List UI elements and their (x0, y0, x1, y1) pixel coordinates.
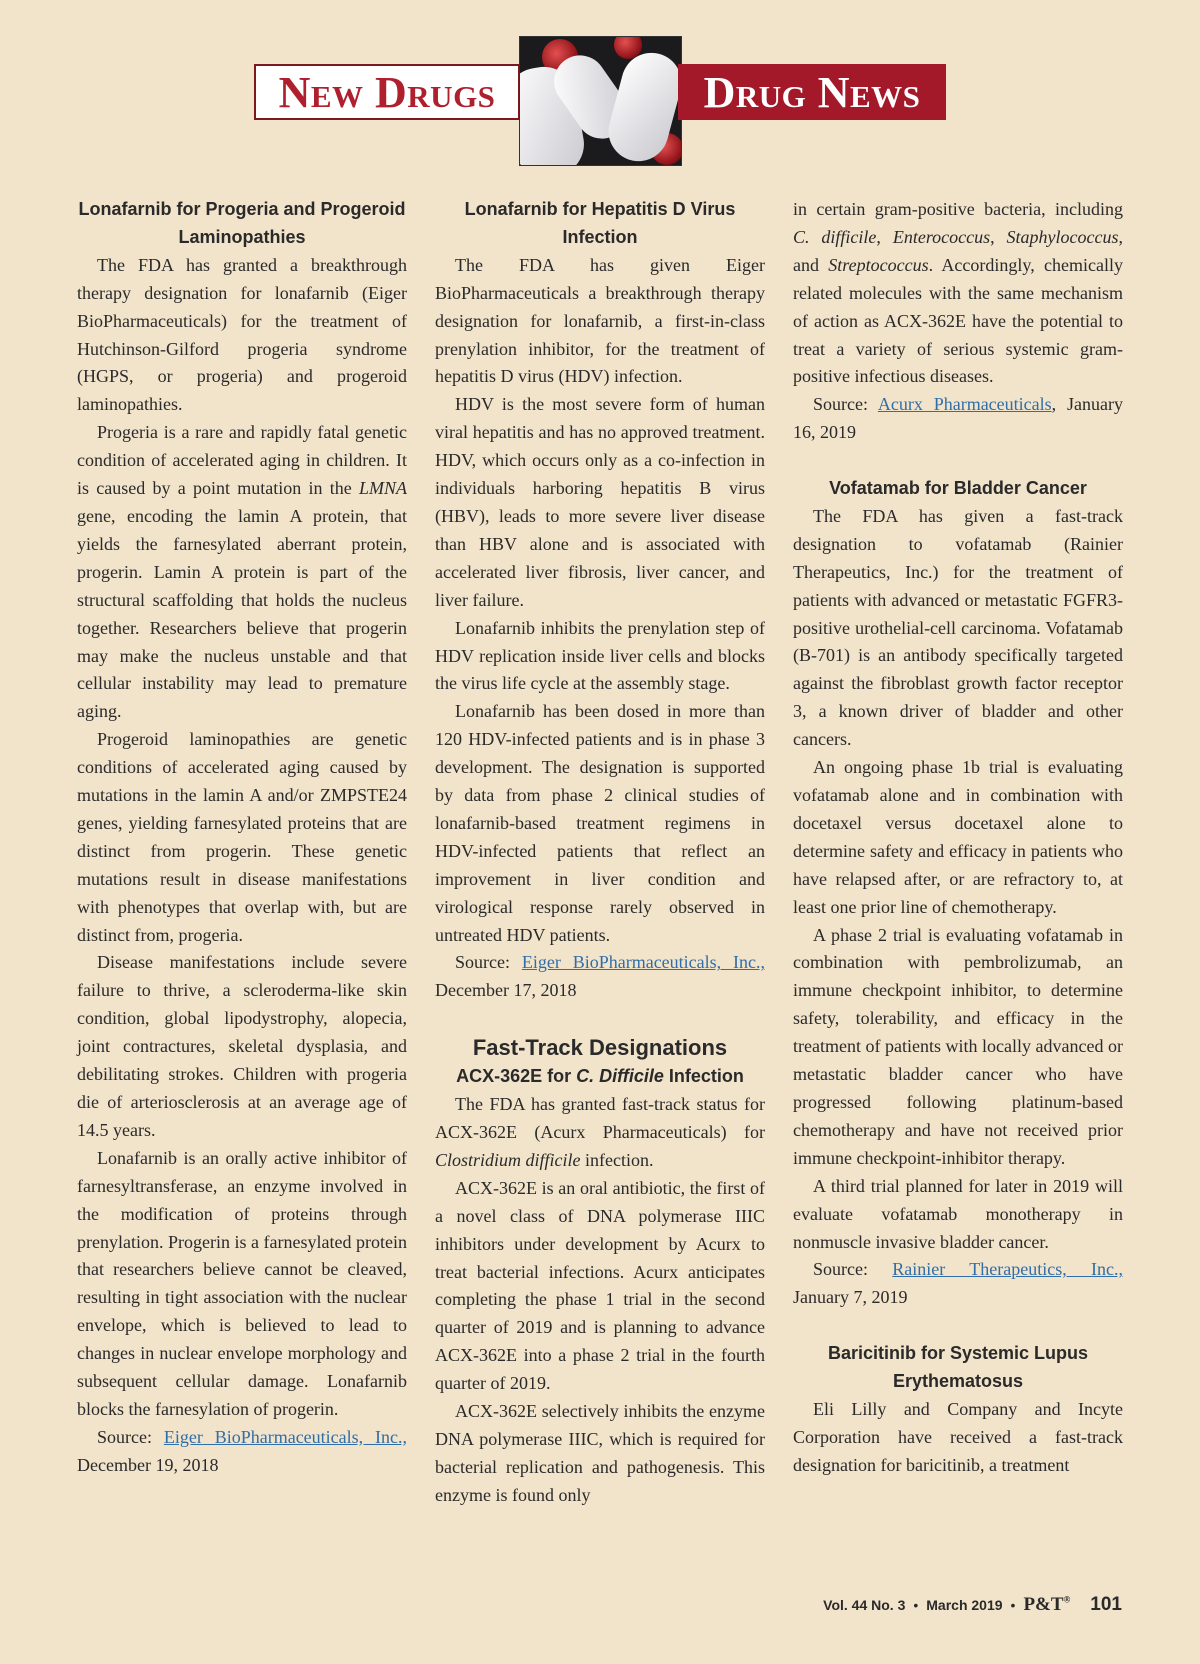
paragraph: Eli Lilly and Company and Incyte Corporation have received a fast-track designation for baricitinib, a treatment (793, 1398, 1123, 1475)
paragraph: The FDA has granted a breakthrough therapy designation for lonafarnib (Eiger BioPharmaceuticals) for the treatment of Hutchinson-Gilford progeria syndrome (HGPS, or progeria) and progeroid laminopathies. (77, 254, 407, 415)
pills-image (519, 36, 682, 166)
paragraph: Disease manifestations include severe failure to thrive, a scleroderma-like skin condition, global lipodystrophy, alopecia, joint contractures, skeletal dysplasia, and debilitating strokes. Children with progeria die of arteriosclerosis at an average age of 14.5 years. (77, 952, 407, 1140)
paragraph: ACX-362E is an oral antibiotic, the first of a novel class of DNA polymerase IIIC inhibitors under development by Acurx to treat bacterial infections. Acurx anticipates completing the phase 1 trial in the second quarter of 2019 and is planning to advance ACX-362E into a phase 2 trial in the fourth quarter of 2019. (435, 1177, 765, 1394)
source-line: Source: Acurx Pharmaceuticals, January 16, 2019 (793, 394, 1123, 443)
article-heading: Lonafarnib for Progeria and Progeroid Laminopathies (78, 199, 406, 247)
source-line: Source: Eiger BioPharmaceuticals, Inc., December 19, 2018 (77, 1426, 408, 1475)
source-link[interactable]: Eiger BioPharmaceuticals, Inc., (163, 1426, 408, 1447)
journal-name: P&T® (1023, 1594, 1071, 1615)
source-link[interactable]: Rainier Therapeutics, Inc., (892, 1259, 1124, 1280)
issue-date: March 2019 (926, 1597, 1003, 1613)
paragraph: ACX-362E selectively inhibits the enzyme DNA polymerase IIIC, which is required for bacterial replication and pathogenesis. This enzyme is found only (435, 1401, 765, 1505)
volume-info: Vol. 44 No. 3 (823, 1597, 906, 1613)
column-2 (435, 196, 765, 1510)
page-footer (823, 1594, 1122, 1616)
column-1 (77, 196, 407, 1480)
column-3 (793, 196, 1123, 1480)
article-heading: Lonafarnib for Hepatitis D Virus Infection (464, 199, 736, 247)
paragraph: in certain gram-positive bacteria, including C. difficile, Enterococcus, Staphylococcus, and Streptococcus. Accordingly, chemically related molecules with the same mechanism of action as ACX-362E have the potential to treat a variety of serious systemic gram-positive infectious diseases. (793, 199, 1124, 387)
paragraph: A phase 2 trial is evaluating vofatamab in combination with pembrolizumab, an immune checkpoint inhibitor, to determine safety, tolerability, and efficacy in the treatment of patients with locally advanced or metastatic bladder cancer who have progressed following platinum-based chemotherapy and have not received prior immune checkpoint-inhibitor therapy. (793, 924, 1123, 1168)
article-heading: Vofatamab for Bladder Cancer (829, 478, 1087, 499)
article-heading: ACX-362E for C. Difficile Infection (456, 1066, 744, 1087)
paragraph: The FDA has given Eiger BioPharmaceuticals a breakthrough therapy designation for lonafarnib, a first-in-class prenylation inhibitor, for the treatment of hepatitis D virus (HDV) infection. (435, 254, 765, 387)
paragraph: Lonafarnib inhibits the prenylation step of HDV replication inside liver cells and blocks the virus life cycle at the assembly stage. (435, 617, 765, 694)
header-new-drugs: New Drugs (254, 64, 520, 120)
paragraph: HDV is the most severe form of human viral hepatitis and has no approved treatment. HDV, which occurs only as a co-infection in individuals harboring hepatitis B virus (HBV), leads to more severe liver disease than HBV alone and is associated with accelerated liver fibrosis, liver cancer, and liver failure. (435, 394, 765, 610)
article-heading: Baricitinib for Systemic Lupus Erythematosus (827, 1343, 1089, 1392)
paragraph: Lonafarnib has been dosed in more than 120 HDV-infected patients and is in phase 3 development. The designation is supported by data from phase 2 clinical studies of lonafarnib-based treatment regimens in HDV-infected patients that reflect an improvement in liver condition and virological response rarely observed in untreated HDV patients. (435, 701, 765, 945)
section-title: Fast-Track Designations (472, 1035, 728, 1061)
paragraph: A third trial planned for later in 2019 will evaluate vofatamab monotherapy in nonmuscle invasive bladder cancer. (793, 1175, 1123, 1252)
paragraph: The FDA has granted fast-track status for ACX-362E (Acurx Pharmaceuticals) for Clostridium difficile infection. (435, 1094, 765, 1170)
page-number: 101 (1090, 1594, 1122, 1615)
source-link[interactable]: Eiger BioPharmaceuticals, Inc., (521, 952, 766, 973)
pills-illustration (520, 37, 681, 165)
paragraph: Lonafarnib is an orally active inhibitor of farnesyltransferase, an enzyme involved in the modification of proteins through prenylation. Progerin is a farnesylated protein that researchers believe cannot be cleaved, resulting in tight association with the nuclear envelope, which is believed to lead to changes in nuclear envelope morphology and subsequent cellular damage. Lonafarnib blocks the farnesylation of progerin. (77, 1147, 407, 1419)
paragraph: An ongoing phase 1b trial is evaluating vofatamab alone and in combination with docetaxel versus docetaxel alone to determine safety and efficacy in patients who have relapsed after, or are refractory to, at least one prior line of chemotherapy. (793, 757, 1123, 917)
paragraph: The FDA has given a fast-track designation to vofatamab (Rainier Therapeutics, Inc.) for the treatment of patients with advanced or metastatic FGFR3-positive urothelial-cell carcinoma. Vofatamab (B-701) is an antibody specifically targeted against the fibroblast growth factor receptor 3, a known driver of bladder and other cancers. (793, 505, 1123, 750)
paragraph: Progeroid laminopathies are genetic conditions of accelerated aging caused by mutations in the lamin A and/or ZMPSTE24 genes, yielding farnesylated proteins that are distinct from progerin. These genetic mutations result in disease manifestations with phenotypes that overlap with, but are distinct from, progeria. (77, 729, 407, 945)
source-line: Source: Eiger BioPharmaceuticals, Inc., December 17, 2018 (435, 952, 766, 1001)
separator: • (1010, 1597, 1016, 1613)
header-drug-news: Drug News (678, 64, 946, 120)
source-line: Source: Rainier Therapeutics, Inc., January 7, 2019 (793, 1259, 1124, 1308)
separator: • (913, 1597, 919, 1613)
source-link[interactable]: Acurx Pharmaceuticals (877, 394, 1052, 415)
paragraph: Progeria is a rare and rapidly fatal genetic condition of accelerated aging in children. It is caused by a point mutation in the LMNA gene, encoding the lamin A protein, that yields the farnesylated aberrant protein, progerin. Lamin A protein is part of the structural scaffolding that holds the nucleus together. Researchers believe that progerin may make the nucleus unstable and that cellular instability may lead to premature aging. (77, 422, 407, 722)
